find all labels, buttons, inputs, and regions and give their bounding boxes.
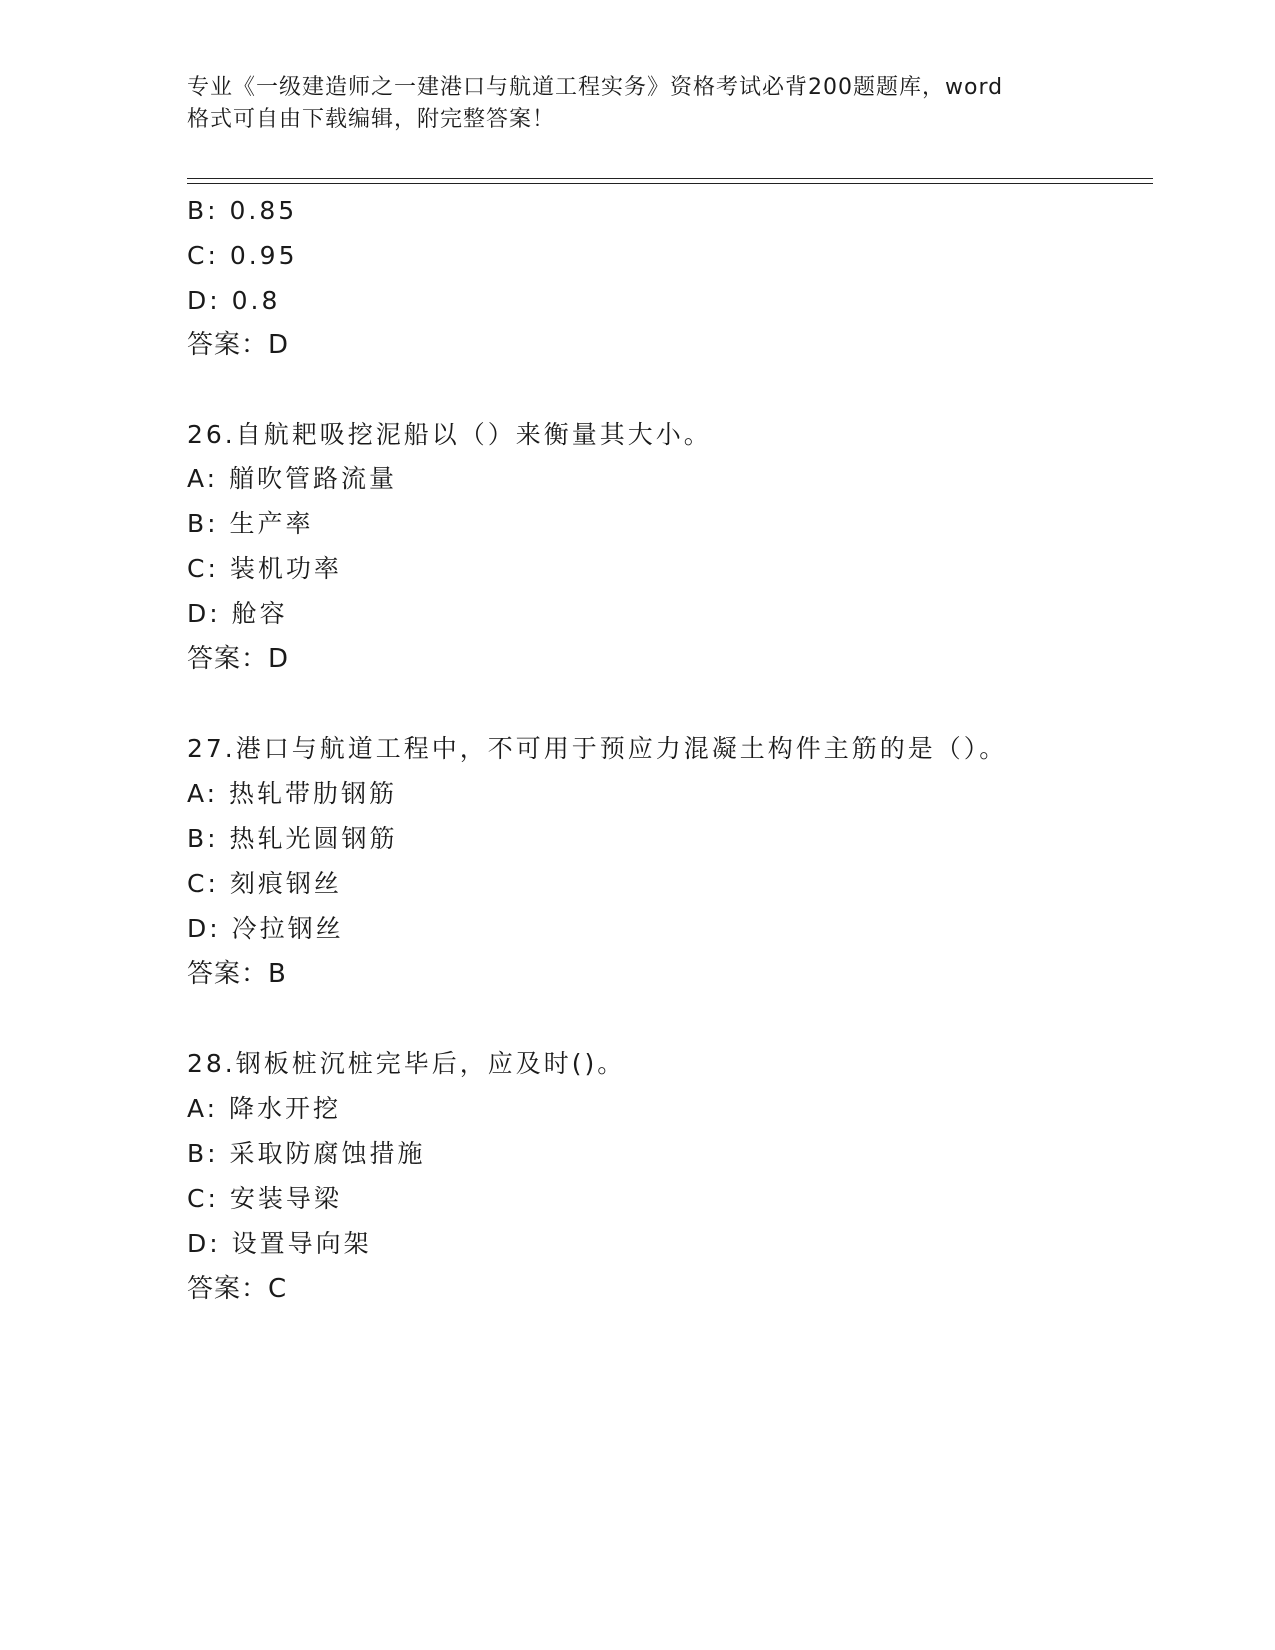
prev-option-c: C: 0.95: [187, 241, 298, 270]
question-26-answer: 答案：D: [187, 644, 290, 674]
question-27-option-a: A: 热轧带肋钢筋: [187, 779, 398, 808]
question-27-option-c: C: 刻痕钢丝: [187, 869, 342, 898]
question-27-stem: 27.港口与航道工程中，不可用于预应力混凝土构件主筋的是（）。: [187, 734, 1008, 763]
question-28-option-a: A: 降水开挖: [187, 1094, 342, 1123]
header-line-2: 格式可自由下载编辑，附完整答案！: [187, 107, 556, 132]
question-26-option-d: D: 舱容: [187, 599, 288, 628]
question-28-stem: 28.钢板桩沉桩完毕后，应及时()。: [187, 1049, 626, 1078]
header-divider-top: [187, 178, 1153, 179]
question-27-option-d: D: 冷拉钢丝: [187, 914, 344, 943]
header-line-1: 专业《一级建造师之一建港口与航道工程实务》资格考试必背200题题库，word: [187, 75, 1004, 100]
question-28-option-b: B: 采取防腐蚀措施: [187, 1139, 426, 1168]
header-divider-bottom: [187, 183, 1153, 184]
question-27-option-b: B: 热轧光圆钢筋: [187, 824, 398, 853]
question-26-option-c: C: 装机功率: [187, 554, 342, 583]
question-28-option-c: C: 安装导梁: [187, 1184, 342, 1213]
prev-answer: 答案：D: [187, 330, 290, 360]
question-26-stem: 26.自航耙吸挖泥船以（）来衡量其大小。: [187, 420, 712, 449]
prev-option-d: D: 0.8: [187, 286, 281, 315]
document-header: [187, 72, 1067, 136]
question-28-answer: 答案：C: [187, 1274, 288, 1304]
question-28-option-d: D: 设置导向架: [187, 1229, 372, 1258]
question-26-option-b: B: 生产率: [187, 509, 314, 538]
question-26-option-a: A: 艏吹管路流量: [187, 464, 398, 493]
question-27-answer: 答案：B: [187, 959, 287, 989]
prev-option-b: B: 0.85: [187, 196, 298, 225]
